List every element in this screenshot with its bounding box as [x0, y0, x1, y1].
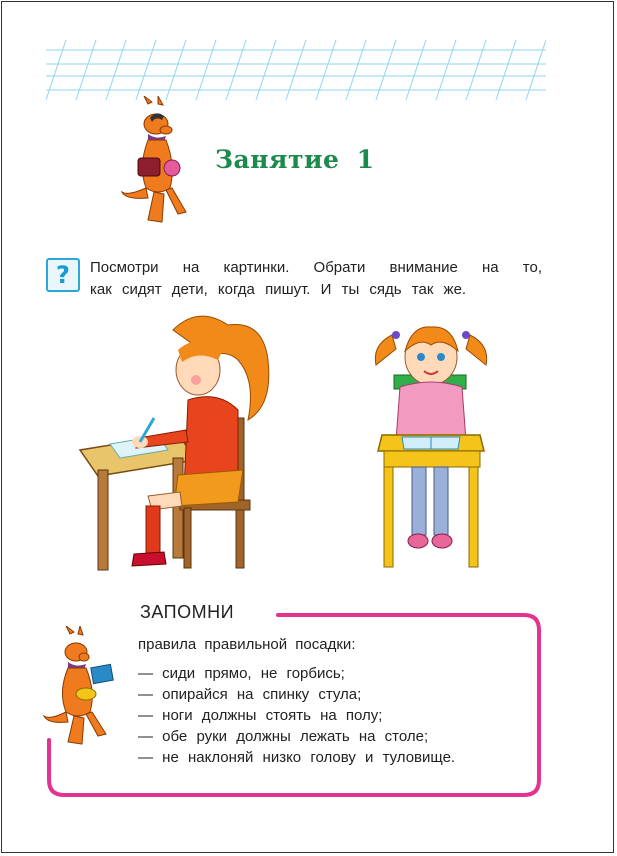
girl-writing-side-illustration [78, 310, 288, 572]
instruction-line-1: Посмотри на картинки. Обрати внимание на то, [90, 259, 542, 276]
rule-item: — ноги должны стоять на полу; [138, 707, 383, 724]
kangaroo-mascot-icon [118, 96, 198, 226]
remember-heading: ЗАПОМНИ [140, 602, 235, 622]
copybook-grid [46, 40, 546, 100]
question-icon: ? [46, 258, 80, 292]
girl-writing-front-illustration [372, 315, 490, 573]
rule-item: — опирайся на спинку стула; [138, 686, 362, 703]
rule-item: — не наклоняй низко голову и туловище. [138, 749, 456, 766]
rule-item: — обе руки должны лежать на столе; [138, 728, 429, 745]
rules-lead: правила правильной посадки: [138, 636, 356, 653]
rules-list [138, 663, 455, 768]
lesson-title: Занятие 1 [215, 145, 375, 174]
instruction-line-2: как сидят дети, когда пишут. И ты сядь так же. [90, 281, 467, 298]
rule-item: — сиди прямо, не горбись; [138, 665, 345, 682]
kangaroo-reading-icon [42, 626, 120, 746]
instruction-text [90, 257, 542, 301]
